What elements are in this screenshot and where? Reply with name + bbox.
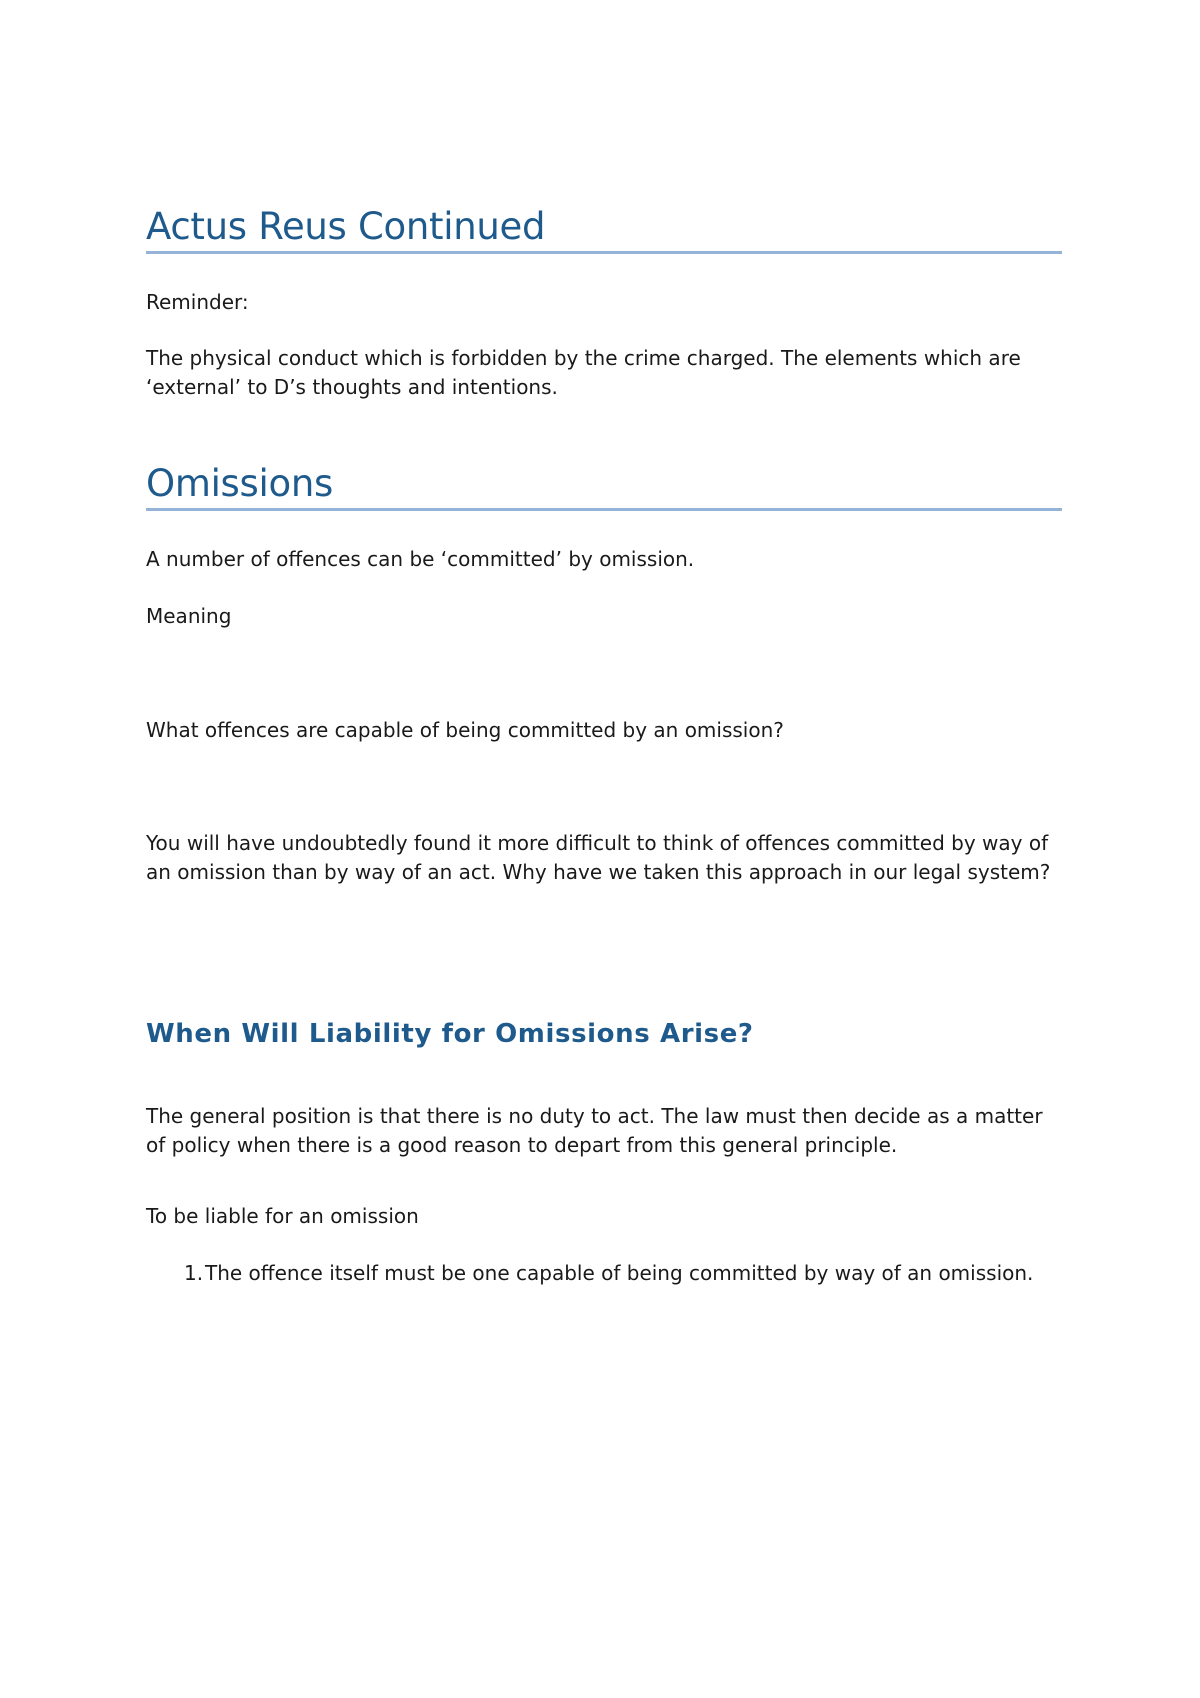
question-offences: What offences are capable of being committed by an omission? [146, 718, 784, 742]
list-item-text: The offence itself must be one capable of being committed by way of an omission. [205, 1261, 1034, 1285]
meaning-label: Meaning [146, 604, 232, 628]
heading-liability: When Will Liability for Omissions Arise? [146, 1019, 754, 1049]
heading-omissions: Omissions [146, 462, 333, 505]
heading-actus-reus: Actus Reus Continued [146, 205, 546, 248]
general-position: The general position is that there is no duty to act. The law must then decide as a matter of policy when there is a good reason to depart from this general principle. [146, 1104, 1043, 1157]
reminder-text: The physical conduct which is forbidden by the crime charged. The elements which are ‘external’ to D’s thoughts and intentions. [146, 346, 1021, 399]
question-approach: You will have undoubtedly found it more difficult to think of offences committed by way of an omission than by way of an act. Why have we taken this approach in our legal system? [146, 831, 1051, 884]
omission-intro: A number of offences can be ‘committed’ by omission. [146, 547, 695, 571]
heading-underline [146, 508, 1062, 511]
heading-underline [146, 251, 1062, 254]
list-item-number: 1. [184, 1261, 204, 1285]
liable-intro: To be liable for an omission [146, 1204, 419, 1228]
list-item [184, 1259, 1033, 1288]
reminder-label: Reminder: [146, 290, 249, 314]
